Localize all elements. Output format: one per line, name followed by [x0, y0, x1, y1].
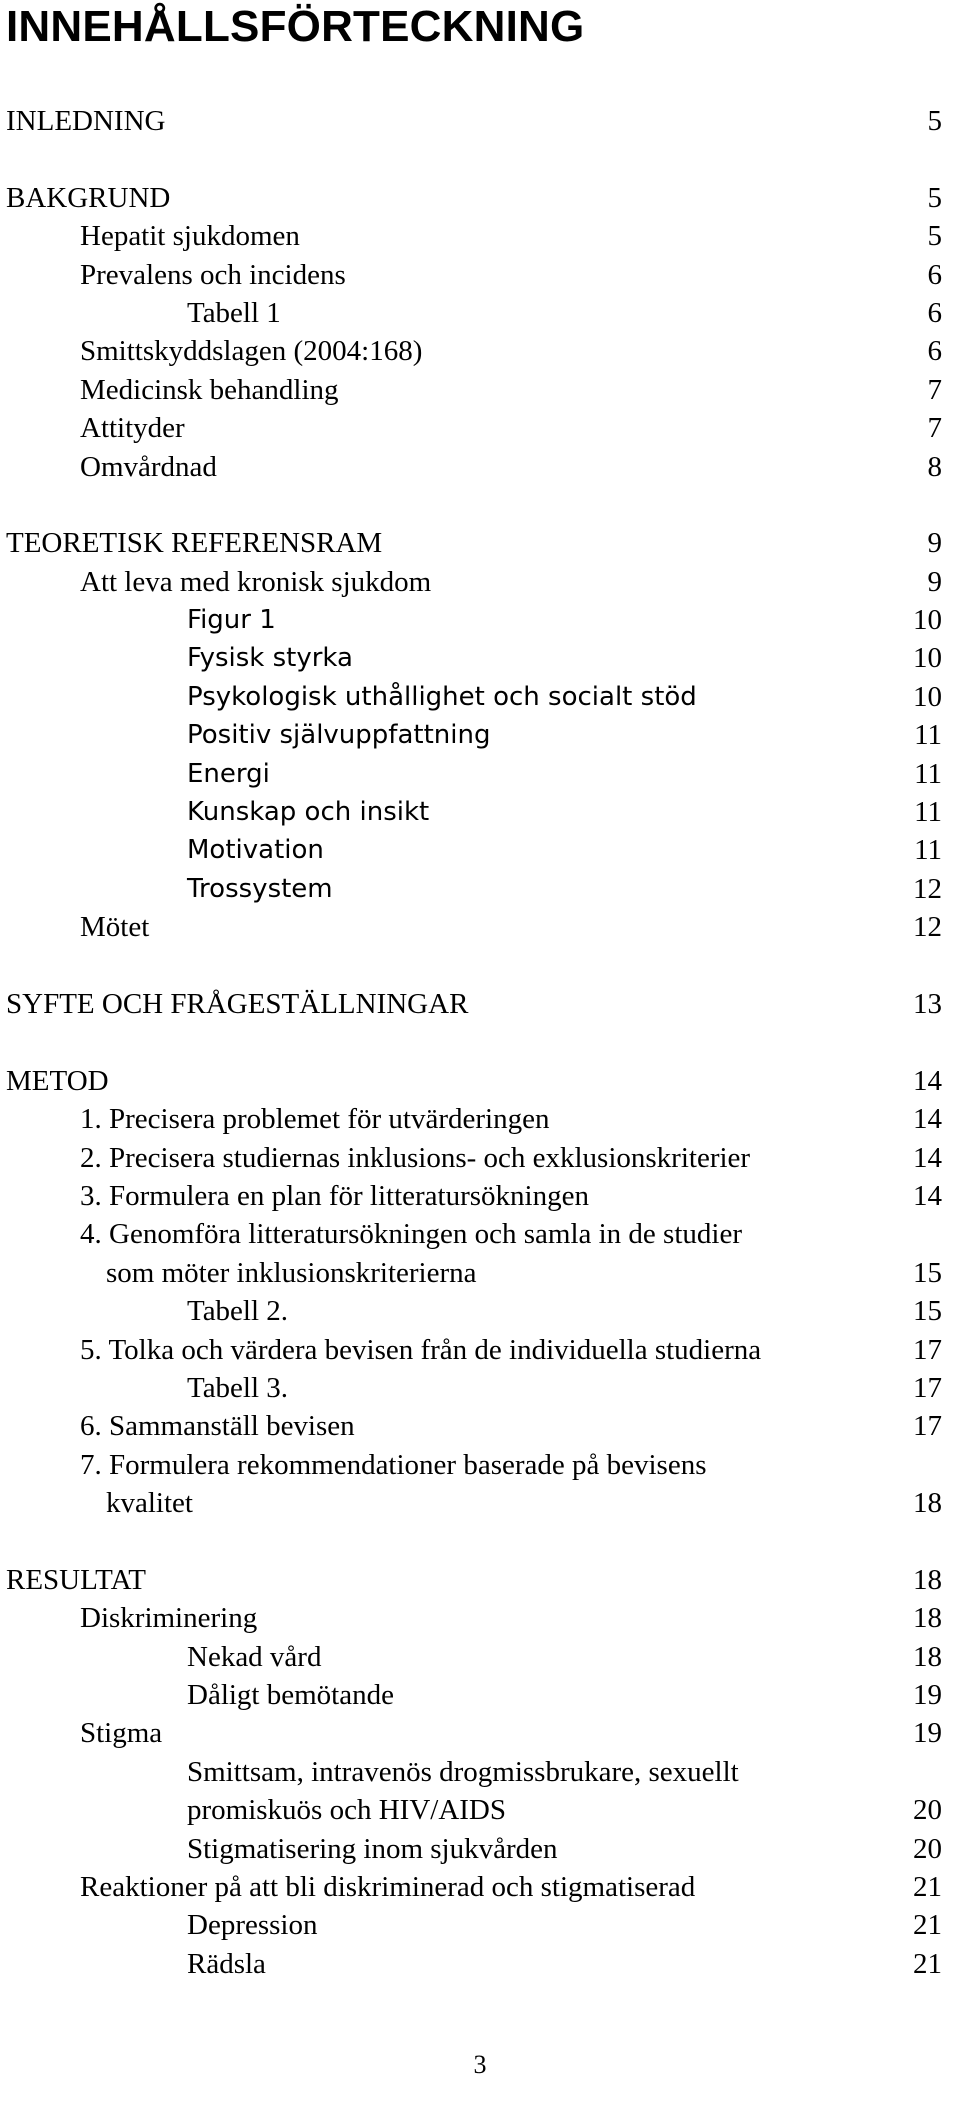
toc-entry-page-number: 18 [913, 1487, 942, 1520]
toc-entry[interactable] [0, 1714, 960, 1752]
toc-entry-label: Mötet [80, 911, 150, 944]
toc-entry-label: Stigma [80, 1717, 163, 1750]
toc-entry[interactable] [0, 1638, 960, 1676]
toc-entry[interactable] [0, 217, 960, 255]
toc-entry[interactable] [0, 1753, 960, 1791]
toc-entry-label: Medicinsk behandling [80, 373, 339, 406]
toc-entry[interactable] [0, 1254, 960, 1292]
toc-entry-page-number: 18 [913, 1602, 942, 1635]
toc-entry-page-number: 6 [927, 296, 942, 329]
toc-entry-label: Stigmatisering inom sjukvården [187, 1832, 558, 1865]
toc-entry-page-number: 20 [913, 1832, 942, 1865]
toc-entry-page-number: 8 [927, 450, 942, 483]
toc-entry-page-number: 19 [913, 1679, 942, 1712]
toc-entry[interactable] [0, 371, 960, 409]
toc-entry[interactable] [0, 1407, 960, 1445]
toc-entry-page-number: 5 [927, 220, 942, 253]
toc-entry-label: BAKGRUND [6, 181, 171, 214]
toc-entry-page-number: 14 [913, 1141, 942, 1174]
toc-entry-label: Reaktioner på att bli diskriminerad och stigmatiserad [80, 1870, 696, 1903]
toc-entry[interactable] [0, 1177, 960, 1215]
toc-entry[interactable] [0, 1830, 960, 1868]
toc-entry-label: Diskriminering [80, 1602, 258, 1635]
toc-entry[interactable] [0, 1331, 960, 1369]
toc-entry-page-number: 11 [914, 719, 942, 752]
toc-entry-label: SYFTE OCH FRÅGESTÄLLNINGAR [6, 987, 469, 1020]
toc-entry-label: Trossystem [187, 873, 333, 904]
toc-entry[interactable] [0, 908, 960, 946]
toc-spacer [0, 140, 960, 178]
toc-entry[interactable] [0, 1062, 960, 1100]
toc-entry-page-number: 17 [913, 1410, 942, 1443]
toc-entry[interactable] [0, 1139, 960, 1177]
toc-entry-page-number: 17 [913, 1333, 942, 1366]
toc-entry-page-number: 9 [927, 565, 942, 598]
toc-spacer [0, 1023, 960, 1061]
toc-entry[interactable] [0, 332, 960, 370]
toc-entry-label: 6. Sammanställ bevisen [80, 1410, 355, 1443]
toc-entry-label: Smittskyddslagen (2004:168) [80, 335, 423, 368]
toc-entry-page-number: 15 [913, 1295, 942, 1328]
toc-entry[interactable] [0, 1791, 960, 1829]
toc-entry-label: RESULTAT [6, 1563, 147, 1596]
toc-entry[interactable] [0, 831, 960, 869]
toc-entry-label: Tabell 2. [187, 1295, 289, 1328]
toc-entry-page-number: 14 [913, 1103, 942, 1136]
toc-entry-page-number: 12 [913, 872, 942, 905]
toc-entry[interactable] [0, 1215, 960, 1253]
toc-entry-page-number: 6 [927, 335, 942, 368]
toc-spacer [0, 486, 960, 524]
toc-entry-label: Kunskap och insikt [187, 797, 430, 828]
toc-entry[interactable] [0, 524, 960, 562]
toc-entry-label: Hepatit sjukdomen [80, 220, 300, 253]
toc-entry[interactable] [0, 256, 960, 294]
toc-entry-label: Tabell 1 [187, 296, 281, 329]
toc-entry-page-number: 10 [913, 604, 942, 637]
toc-entry-page-number: 11 [914, 757, 942, 790]
toc-entry-label: Omvårdnad [80, 450, 217, 483]
toc-entry-page-number: 5 [927, 105, 942, 137]
toc-entry-page-number: 21 [913, 1909, 942, 1942]
toc-entry-page-number: 10 [913, 680, 942, 713]
toc-entry-label: Psykologisk uthållighet och socialt stöd [187, 681, 697, 712]
toc-entry-label: Smittsam, intravenös drogmissbrukare, sexuellt [187, 1755, 739, 1788]
toc-entry-page-number: 7 [927, 412, 942, 445]
page-title: INNEHÅLLSFÖRTECKNING [6, 2, 585, 51]
toc-entry-label: Att leva med kronisk sjukdom [80, 565, 432, 598]
toc-entry-page-number: 14 [913, 1179, 942, 1212]
toc-entry-page-number: 21 [913, 1947, 942, 1980]
toc-entry-label: Dåligt bemötande [187, 1679, 394, 1712]
toc-entry[interactable] [0, 678, 960, 716]
toc-entry-page-number: 9 [927, 527, 942, 560]
table-of-contents [0, 102, 960, 1983]
toc-entry-page-number: 12 [913, 911, 942, 944]
toc-entry-page-number: 11 [914, 796, 942, 829]
toc-entry-label: 5. Tolka och värdera bevisen från de individuella studierna [80, 1333, 762, 1366]
toc-entry[interactable] [0, 716, 960, 754]
toc-entry-label: kvalitet [106, 1487, 193, 1520]
toc-entry-page-number: 7 [927, 373, 942, 406]
toc-entry[interactable] [0, 1945, 960, 1983]
toc-entry[interactable] [0, 179, 960, 217]
toc-spacer [0, 1522, 960, 1560]
toc-entry[interactable] [0, 1599, 960, 1637]
toc-entry-label: 3. Formulera en plan för litteratursökningen [80, 1179, 589, 1212]
toc-entry-page-number: 18 [913, 1563, 942, 1596]
toc-entry-label: 2. Precisera studiernas inklusions- och exklusionskriterier [80, 1141, 751, 1174]
toc-entry-page-number: 15 [913, 1256, 942, 1289]
toc-entry[interactable] [0, 639, 960, 677]
toc-entry[interactable] [0, 448, 960, 486]
toc-entry-page-number: 20 [913, 1794, 942, 1827]
toc-entry-label: Rädsla [187, 1947, 266, 1980]
toc-entry[interactable] [0, 793, 960, 831]
toc-entry-label: METOD [6, 1064, 109, 1097]
toc-entry-label: TEORETISK REFERENSRAM [6, 527, 383, 560]
toc-entry[interactable] [0, 1906, 960, 1944]
toc-entry[interactable] [0, 563, 960, 601]
toc-entry-label: Motivation [187, 835, 324, 866]
toc-entry-page-number: 5 [927, 181, 942, 214]
toc-entry[interactable] [0, 1676, 960, 1714]
toc-entry-label: Nekad vård [187, 1640, 322, 1673]
toc-entry-label: Prevalens och incidens [80, 258, 346, 291]
toc-entry[interactable] [0, 1369, 960, 1407]
toc-entry-label: Attityder [80, 412, 185, 445]
toc-entry-label: 1. Precisera problemet för utvärderingen [80, 1103, 550, 1136]
toc-entry[interactable] [0, 755, 960, 793]
toc-entry-label: Positiv självuppfattning [187, 720, 491, 751]
toc-entry[interactable] [0, 1561, 960, 1599]
toc-entry-label: INLEDNING [6, 105, 166, 137]
toc-entry-label: Tabell 3. [187, 1371, 289, 1404]
toc-entry-label: Energi [187, 758, 270, 789]
toc-entry[interactable] [0, 870, 960, 908]
toc-entry[interactable] [0, 1292, 960, 1330]
toc-entry-label: Fysisk styrka [187, 643, 353, 674]
toc-entry-page-number: 17 [913, 1371, 942, 1404]
toc-entry[interactable] [0, 294, 960, 332]
toc-entry-page-number: 18 [913, 1640, 942, 1673]
toc-entry-label: 4. Genomföra litteratursökningen och samla in de studier [80, 1218, 742, 1251]
toc-spacer [0, 947, 960, 985]
toc-entry[interactable] [0, 1868, 960, 1906]
toc-entry[interactable] [0, 409, 960, 447]
toc-entry-page-number: 21 [913, 1870, 942, 1903]
toc-entry-label: promiskuös och HIV/AIDS [187, 1794, 506, 1827]
toc-entry-page-number: 13 [913, 987, 942, 1020]
toc-entry-page-number: 6 [927, 258, 942, 291]
toc-entry[interactable] [0, 102, 960, 140]
page-number: 3 [473, 2050, 487, 2079]
toc-entry[interactable] [0, 1100, 960, 1138]
toc-entry-label: Figur 1 [187, 605, 276, 636]
toc-entry-page-number: 19 [913, 1717, 942, 1750]
toc-entry-page-number: 10 [913, 642, 942, 675]
toc-entry[interactable] [0, 1446, 960, 1484]
toc-entry-page-number: 14 [913, 1064, 942, 1097]
toc-entry[interactable] [0, 985, 960, 1023]
toc-entry[interactable] [0, 1484, 960, 1522]
toc-entry-page-number: 11 [914, 834, 942, 867]
toc-entry-label: som möter inklusionskriterierna [106, 1256, 477, 1289]
toc-entry-label: 7. Formulera rekommendationer baserade på bevisens [80, 1448, 707, 1481]
toc-entry-label: Depression [187, 1909, 318, 1942]
toc-entry[interactable] [0, 601, 960, 639]
